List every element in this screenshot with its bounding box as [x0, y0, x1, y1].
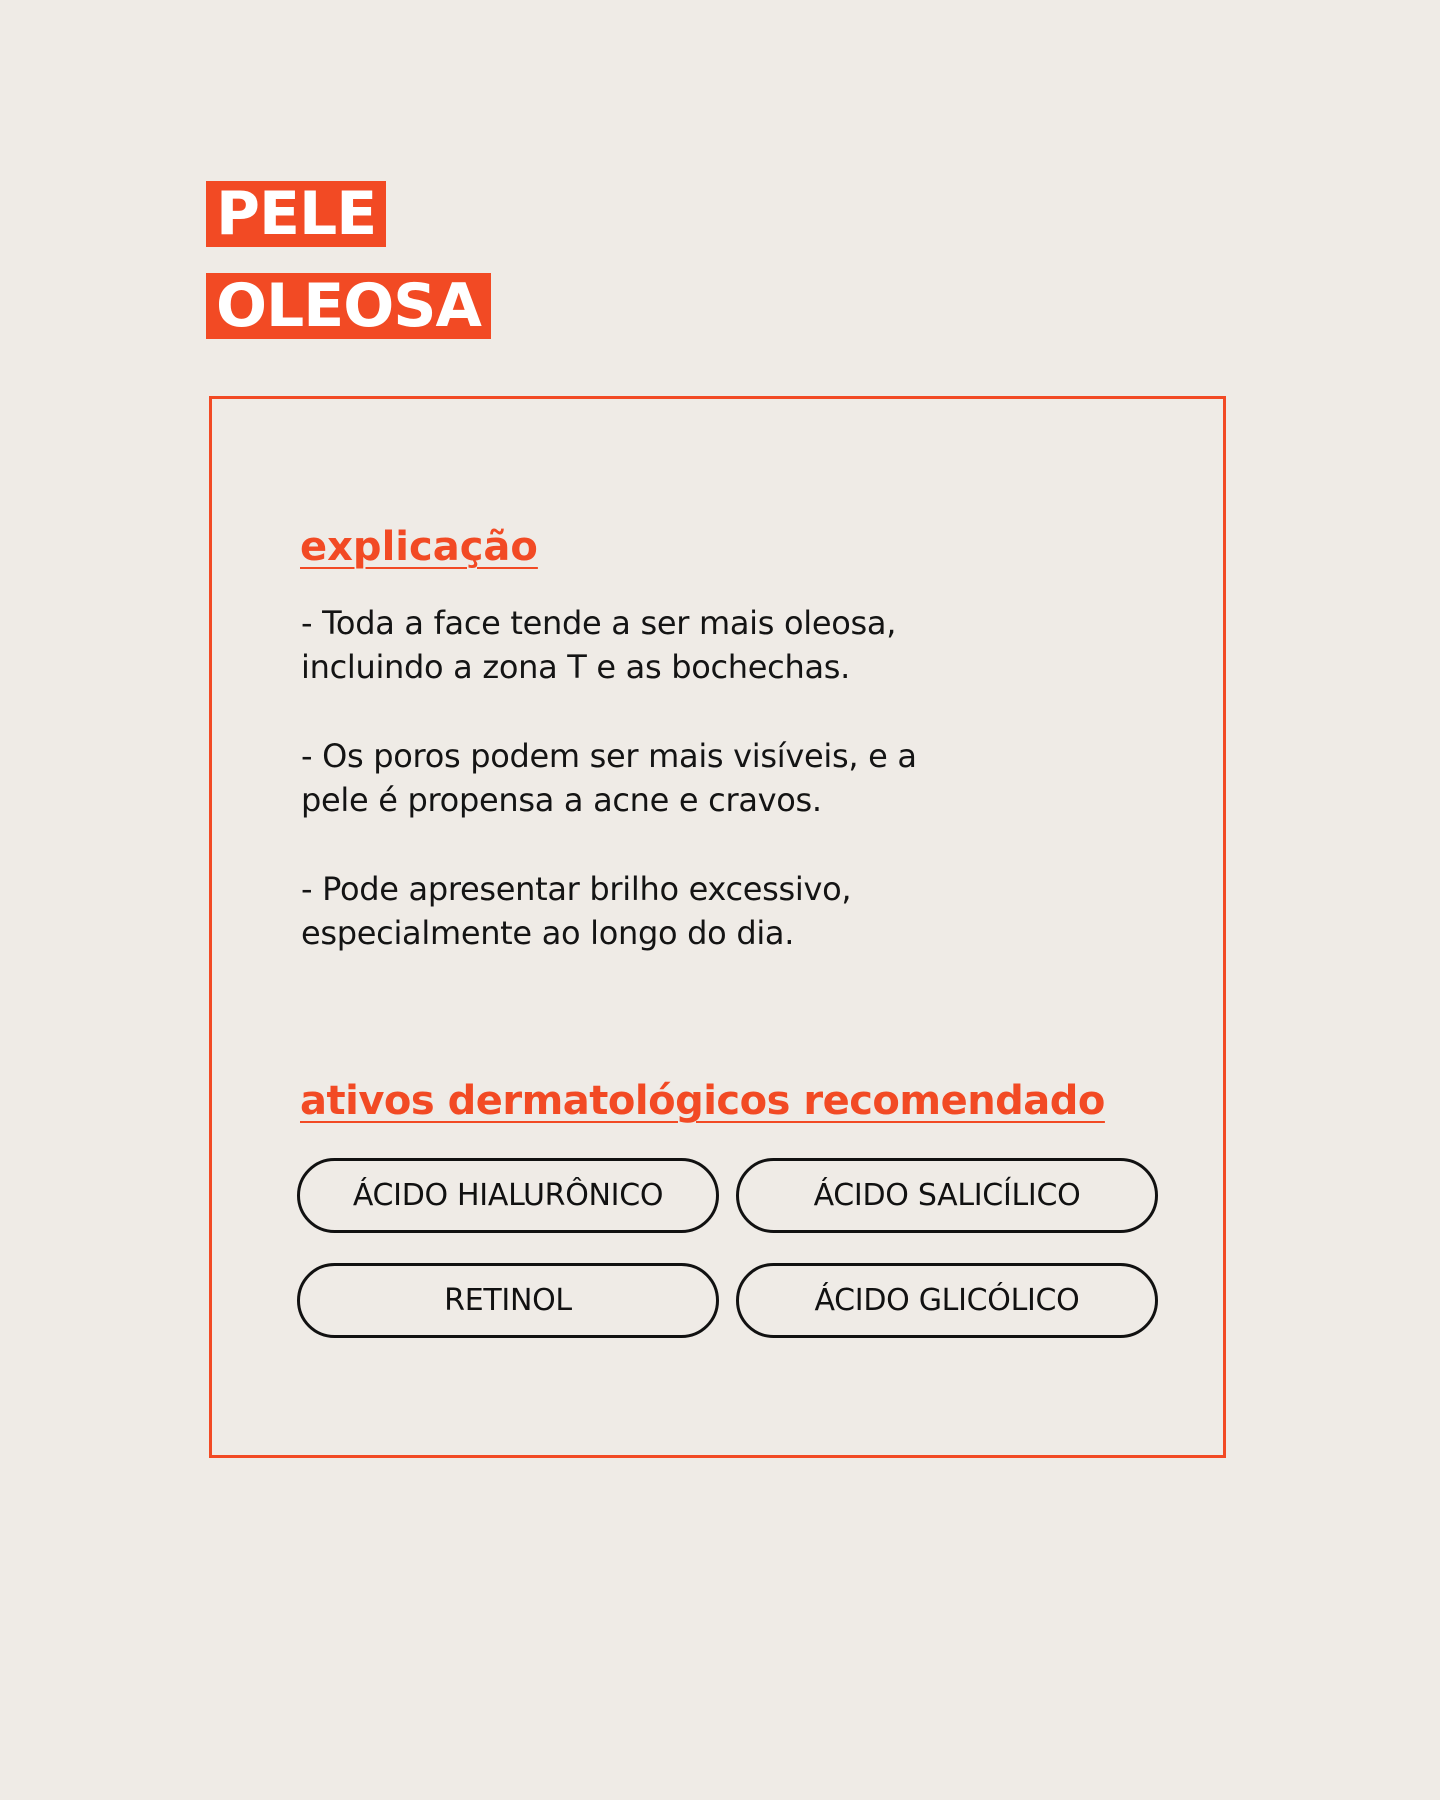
- explanation-item: - Toda a face tende a ser mais oleosa, incluindo a zona T e as bochechas.: [301, 604, 897, 686]
- chip-acido-glicolico[interactable]: ÁCIDO GLICÓLICO: [736, 1263, 1158, 1338]
- actives-heading: ativos dermatológicos recomendado: [300, 1078, 1105, 1124]
- chip-acido-salicilico[interactable]: ÁCIDO SALICÍLICO: [736, 1158, 1158, 1233]
- page-title: [206, 181, 491, 365]
- chip-acido-hialuronico[interactable]: ÁCIDO HIALURÔNICO: [297, 1158, 719, 1233]
- explanation-heading: explicação: [300, 524, 538, 570]
- explanation-item: - Os poros podem ser mais visíveis, e a pele é propensa a acne e cravos.: [301, 737, 917, 819]
- actives-chip-group: [297, 1158, 1160, 1338]
- explanation-item: - Pode apresentar brilho excessivo, especialmente ao longo do dia.: [301, 870, 852, 952]
- chip-retinol[interactable]: RETINOL: [297, 1263, 719, 1338]
- title-line-1: PELE: [206, 181, 386, 247]
- title-line-2: OLEOSA: [206, 273, 491, 339]
- explanation-list: [301, 601, 1021, 1000]
